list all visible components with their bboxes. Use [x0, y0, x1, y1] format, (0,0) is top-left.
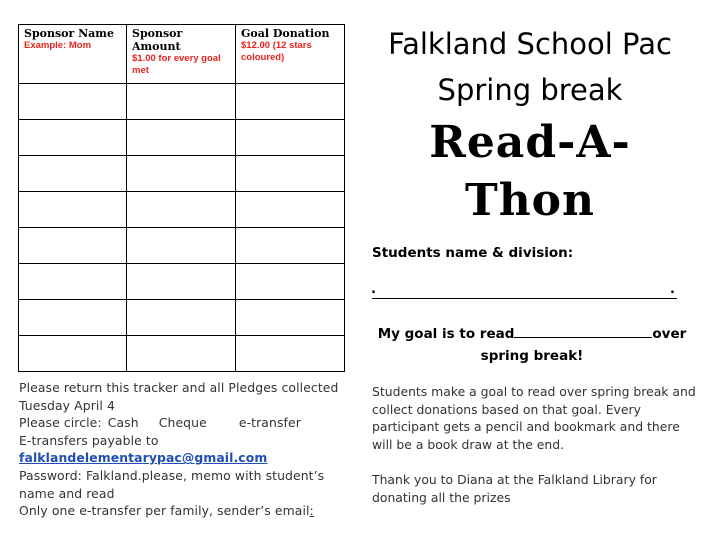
sponsor-name-cell[interactable]: [19, 228, 127, 264]
sponsor-amount-cell[interactable]: [127, 192, 236, 228]
read-a-thon-title-line2: Thon: [464, 175, 596, 226]
sponsor-name-cell[interactable]: [19, 336, 127, 372]
line-dot-left: .: [371, 282, 376, 297]
school-title: Falkland School Pac: [388, 27, 672, 61]
sponsor-row: [19, 84, 345, 120]
sponsor-amount-cell[interactable]: [127, 84, 236, 120]
sponsor-amount-cell[interactable]: [127, 264, 236, 300]
sponsor-table-header-row: [19, 25, 345, 84]
header-title: Sponsor Amount: [132, 27, 183, 53]
goal-donation-cell[interactable]: [236, 336, 345, 372]
student-name-field[interactable]: [372, 298, 677, 299]
sponsor-name-cell[interactable]: [19, 192, 127, 228]
circle-label: Please circle:: [19, 415, 102, 431]
sponsor-name-cell[interactable]: [19, 84, 127, 120]
sponsor-amount-cell[interactable]: [127, 228, 236, 264]
return-line: Please return this tracker and all Pledges collected Tuesday April 4: [19, 380, 339, 413]
goal-donation-cell[interactable]: [236, 264, 345, 300]
description: [372, 383, 702, 506]
sponsor-table: [18, 24, 345, 372]
student-name-label: Students name & division:: [372, 245, 574, 261]
payment-circle-line: [19, 414, 349, 432]
payment-option-etransfer: e-transfer: [238, 415, 301, 431]
sponsor-row: [19, 336, 345, 372]
sponsor-row: [19, 300, 345, 336]
read-a-thon-title-line1: Read-A-: [429, 117, 631, 168]
etransfer-label: E-transfers payable to: [19, 432, 159, 448]
sponsor-row: [19, 120, 345, 156]
header-title: Goal Donation: [241, 27, 330, 40]
line-dot-right: .: [670, 282, 675, 297]
spring-break-title: Spring break: [437, 73, 623, 107]
sponsor-name-cell[interactable]: [19, 300, 127, 336]
sponsor-amount-cell[interactable]: [127, 300, 236, 336]
pac-email-link[interactable]: falklandelementarypac@gmail.com: [19, 450, 268, 466]
one-transfer-line: [19, 502, 349, 520]
goal-line2: spring break!: [480, 348, 584, 364]
sponsor-amount-cell[interactable]: [127, 156, 236, 192]
header-example: $1.00 for every goal met: [132, 53, 221, 76]
header-example: Example: Mom: [24, 40, 92, 51]
goal-prefix: My goal is to read: [377, 326, 515, 342]
goal-donation-cell[interactable]: [236, 84, 345, 120]
payment-option-cash: Cash: [107, 415, 139, 431]
colon: :: [309, 503, 314, 519]
sponsor-name-cell[interactable]: [19, 264, 127, 300]
header-sponsor-name: [19, 25, 127, 84]
sponsor-amount-cell[interactable]: [127, 336, 236, 372]
goal-donation-cell[interactable]: [236, 156, 345, 192]
goal-blank-field[interactable]: [514, 325, 652, 338]
sponsor-name-cell[interactable]: [19, 120, 127, 156]
goal-donation-cell[interactable]: [236, 300, 345, 336]
one-transfer-text: Only one e-transfer per family, sender’s email: [19, 503, 310, 519]
sponsor-name-cell[interactable]: [19, 156, 127, 192]
password-line: Password: Falkland.please, memo with student’s name and read: [19, 467, 325, 501]
sponsor-row: [19, 264, 345, 300]
reading-goal: [372, 323, 692, 367]
goal-donation-cell[interactable]: [236, 192, 345, 228]
return-instructions: [19, 379, 349, 520]
header-example: $12.00 (12 stars coloured): [241, 40, 312, 63]
payment-option-cheque: Cheque: [158, 415, 207, 431]
header-goal-donation: [236, 25, 345, 84]
sponsor-row: [19, 156, 345, 192]
sponsor-row: [19, 192, 345, 228]
description-para1: Students make a goal to read over spring break and collect donations based on that goal. Every participant gets a pencil and bookmark and there will be a book draw at the end.: [372, 384, 696, 452]
sponsor-amount-cell[interactable]: [127, 120, 236, 156]
description-para2: Thank you to Diana at the Falkland Library for donating all the prizes: [372, 471, 657, 505]
goal-donation-cell[interactable]: [236, 120, 345, 156]
goal-suffix: over: [652, 326, 687, 342]
goal-donation-cell[interactable]: [236, 228, 345, 264]
header-sponsor-amount: [127, 25, 236, 84]
sponsor-row: [19, 228, 345, 264]
header-title: Sponsor Name: [24, 27, 114, 40]
